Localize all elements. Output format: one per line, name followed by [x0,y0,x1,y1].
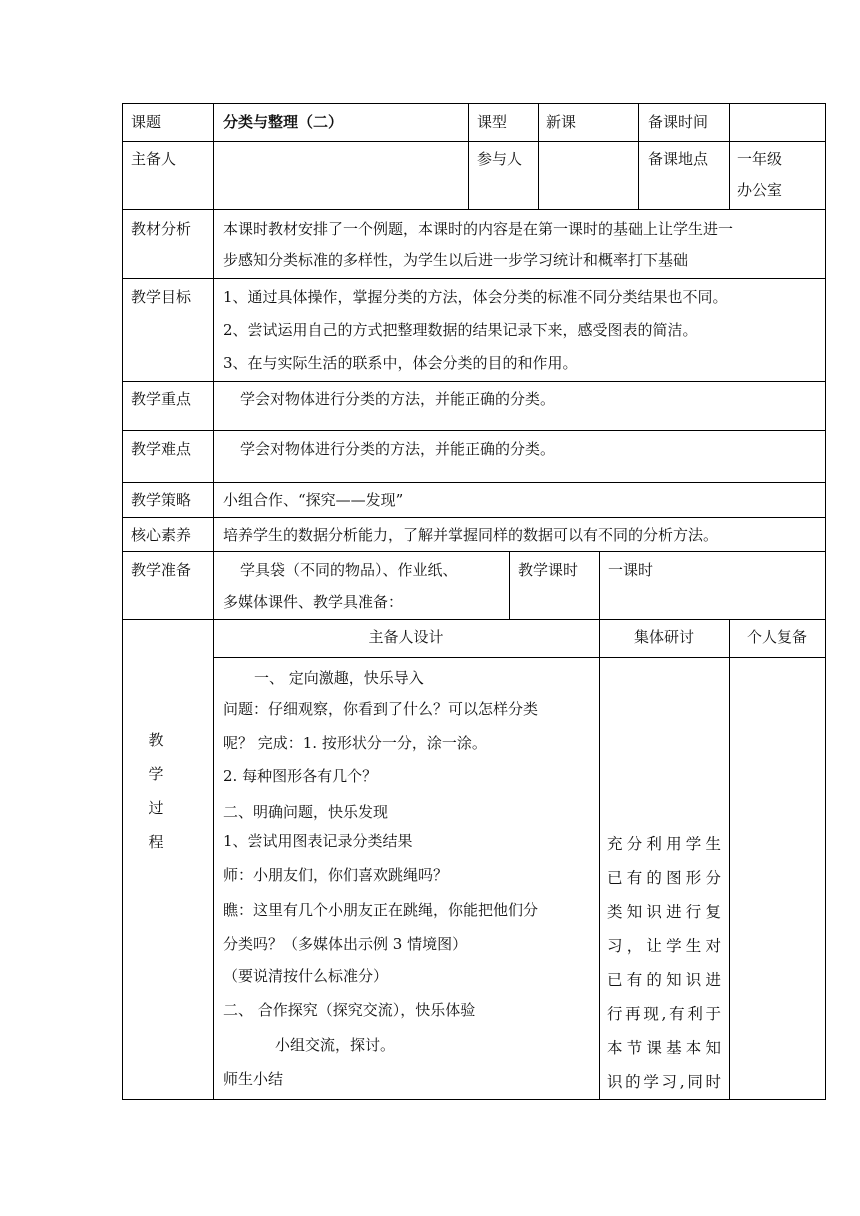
process-label [146,723,166,859]
place-value-line2: 办公室 [737,181,783,199]
goals-label: 教学目标 [131,288,192,306]
design-line: 师：小朋友们，你们喜欢跳绳吗？ [223,866,449,884]
topic-label: 课题 [131,113,162,131]
prep-line1: 学具袋（不同的物品）、作业纸、 [240,561,458,579]
process-label-char: 学 [148,765,164,783]
design-line: （要说清按什么标准分） [223,967,389,985]
process-label-char: 教 [148,731,164,749]
analysis-label: 教材分析 [131,220,192,238]
time-label: 备课时间 [648,113,709,131]
col-group-header: 集体研讨 [633,628,694,646]
group-note-line: 习，让学生对 [607,937,721,955]
design-line: 呢？ 完成：1. 按形状分一分，涂一涂。 [223,734,487,752]
participants-label: 参与人 [477,150,523,168]
design-line: 2. 每种图形各有几个？ [223,767,378,785]
key-label: 教学重点 [131,390,192,408]
place-value-line1: 一年级 [737,150,783,168]
analysis-line1: 本课时教材安排了一个例题，本课时的内容是在第一课时的基础上让学生进一 [223,220,734,238]
design-line: 一、 定向激趣，快乐导入 [254,669,424,687]
design-line: 分类吗？（多媒体出示例 3 情境图） [223,935,468,953]
design-line: 小组交流，探讨。 [275,1036,396,1054]
strategy-label: 教学策略 [131,491,192,509]
group-note [607,827,721,1099]
prep-line2: 多媒体课件、教学具准备： [223,593,404,611]
period-value: 一课时 [608,561,654,579]
design-line: 二、明确问题，快乐发现 [223,803,389,821]
host-label: 主备人 [131,150,177,168]
col-personal-header: 个人复备 [746,628,807,646]
design-line: 1、尝试用图表记录分类结果 [223,832,413,850]
difficulty-value: 学会对物体进行分类的方法，并能正确的分类。 [240,440,556,458]
design-line: 二、 合作探究（探究交流），快乐体验 [223,1001,476,1019]
group-note-line: 类知识进行复 [607,903,721,921]
process-label-char: 程 [148,833,164,851]
goal-3: 3、在与实际生活的联系中，体会分类的目的和作用。 [223,354,578,372]
type-value: 新课 [546,113,577,131]
strategy-value: 小组合作、“探究——发现” [223,491,404,509]
key-value: 学会对物体进行分类的方法，并能正确的分类。 [240,390,556,408]
design-line: 瞧：这里有几个小朋友正在跳绳，你能把他们分 [223,901,539,919]
literacy-label: 核心素养 [131,526,192,544]
process-label-char: 过 [148,799,164,817]
design-line: 问题：仔细观察，你看到了什么？可以怎样分类 [223,700,539,718]
group-note-line: 充分利用学生 [607,835,721,853]
goal-2: 2、尝试运用自己的方式把整理数据的结果记录下来，感受图表的简洁。 [223,321,698,339]
analysis-line2: 步感知分类标准的多样性，为学生以后进一步学习统计和概率打下基础 [223,251,689,269]
literacy-value: 培养学生的数据分析能力，了解并掌握同样的数据可以有不同的分析方法。 [223,526,719,544]
group-note-line: 本节课基本知 [607,1039,721,1057]
goal-1: 1、通过具体操作，掌握分类的方法，体会分类的标准不同分类结果也不同。 [223,288,728,306]
difficulty-label: 教学难点 [131,440,192,458]
place-label: 备课地点 [648,150,709,168]
type-label: 课型 [477,113,508,131]
col-main-header: 主备人设计 [368,628,444,646]
prep-label: 教学准备 [131,561,192,579]
design-line: 师生小结 [223,1070,284,1088]
group-note-line: 行再现,有利于 [607,1005,721,1023]
group-note-line: 已有的知识进 [607,971,721,989]
period-label: 教学课时 [518,561,579,579]
group-note-line: 识的学习,同时 [607,1073,721,1091]
group-note-line: 已有的图形分 [607,869,721,887]
topic-value: 分类与整理（二） [223,113,344,131]
